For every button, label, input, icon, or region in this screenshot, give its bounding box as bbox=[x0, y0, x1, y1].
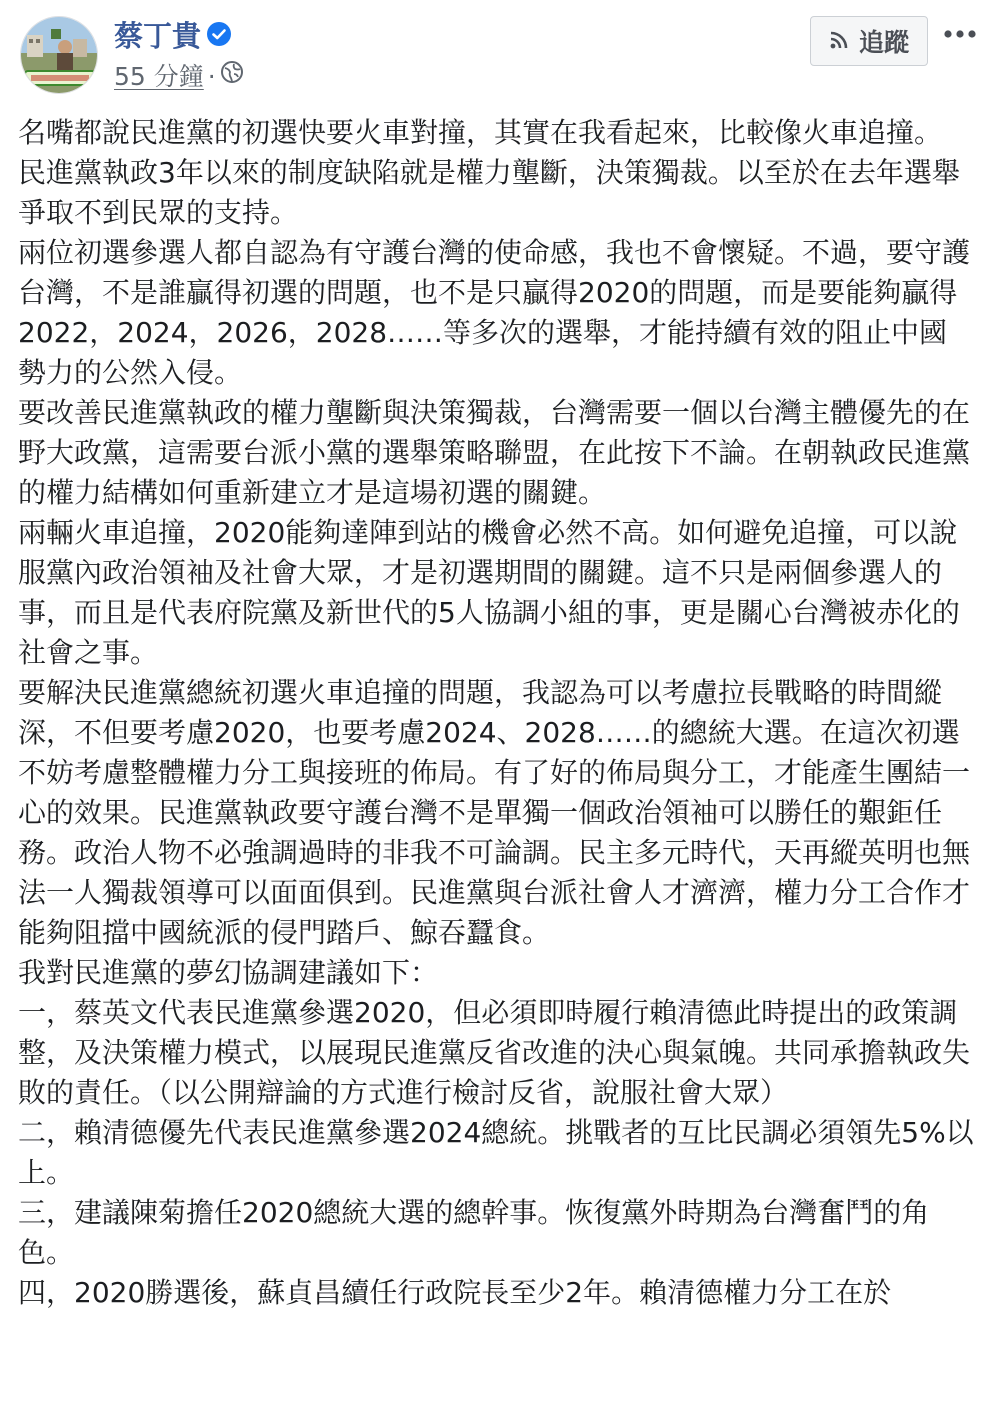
avatar[interactable] bbox=[20, 16, 98, 94]
post-paragraph: 兩輛火車追撞，2020能夠達陣到站的機會必然不高。如何避免追撞，可以說服黨內政治領袖及社會大眾，才是初選期間的關鍵。這不只是兩個參選人的事，而且是代表府院黨及新世代的5人協調小組的事，更是關心台灣被赤化的社會之事。 bbox=[18, 516, 960, 669]
post-timestamp[interactable]: 55 分鐘 bbox=[114, 62, 204, 91]
post-paragraph: 要改善民進黨執政的權力壟斷與決策獨裁，台灣需要一個以台灣主體優先的在野大政黨，這需要台派小黨的選舉策略聯盟，在此按下不論。在朝執政民進黨的權力結構如何重新建立才是這場初選的關鍵。 bbox=[18, 396, 971, 509]
author-name-text[interactable]: 蔡丁貴 bbox=[114, 19, 202, 53]
post-paragraph: 三，建議陳菊擔任2020總統大選的總幹事。恢復黨外時期為台灣奮鬥的角色。 bbox=[18, 1196, 930, 1269]
more-icon[interactable] bbox=[942, 20, 978, 48]
post-paragraph: 四，2020勝選後，蘇貞昌續任行政院長至少2年。賴清德權力分工在於 bbox=[18, 1276, 892, 1309]
follow-label: 追蹤 bbox=[858, 28, 909, 57]
meta-separator: · bbox=[207, 62, 216, 91]
post-paragraph: 一，蔡英文代表民進黨參選2020，但必須即時履行賴清德此時提出的政策調整，及決策權力模式，以展現民進黨反省改進的決心與氣魄。共同承擔執政失敗的責任。（以公開辯論的方式進行檢討反省，說服社會大眾） bbox=[18, 996, 971, 1109]
globe-icon[interactable] bbox=[220, 59, 244, 93]
post-paragraph: 我對民進黨的夢幻協調建議如下： bbox=[18, 956, 439, 989]
avatar-photo bbox=[21, 17, 98, 94]
post-meta bbox=[114, 60, 244, 94]
post-text bbox=[18, 113, 974, 1313]
post-paragraph: 名嘴都說民進黨的初選快要火車對撞，其實在我看起來，比較像火車追撞。 bbox=[18, 116, 943, 149]
post-paragraph: 二，賴清德優先代表民進黨參選2024總統。挑戰者的互比民調必須領先5%以上。 bbox=[18, 1116, 974, 1189]
follow-button[interactable] bbox=[810, 16, 928, 66]
post-paragraph: 民進黨執政3年以來的制度缺陷就是權力壟斷，決策獨裁。以至於在去年選舉爭取不到民眾的支持。 bbox=[18, 156, 960, 229]
author-name[interactable] bbox=[114, 18, 231, 54]
rss-icon bbox=[829, 27, 849, 56]
post-paragraph: 要解決民進黨總統初選火車追撞的問題，我認為可以考慮拉長戰略的時間縱深，不但要考慮2020，也要考慮2024、2028……的總統大選。在這次初選不妨考慮整體權力分工與接班的佈局。有了好的佈局與分工，才能產生團結一心的效果。民進黨執政要守護台灣不是單獨一個政治領袖可以勝任的艱鉅任務。政治人物不必強調過時的非我不可論調。民主多元時代，天再縱英明也無法一人獨裁領導可以面面俱到。民進黨與台派社會人才濟濟，權力分工合作才能夠阻擋中國統派的侵門踏戶、鯨吞蠶食。 bbox=[18, 676, 971, 949]
verified-badge-icon bbox=[207, 18, 231, 54]
post-paragraph: 兩位初選參選人都自認為有守護台灣的使命感，我也不會懷疑。不過，要守護台灣，不是誰贏得初選的問題，也不是只贏得2020的問題，而是要能夠贏得2022，2024，2026，2028……等多次的選舉，才能持續有效的阻止中國勢力的公然入侵。 bbox=[18, 236, 971, 389]
post-header bbox=[0, 0, 990, 108]
